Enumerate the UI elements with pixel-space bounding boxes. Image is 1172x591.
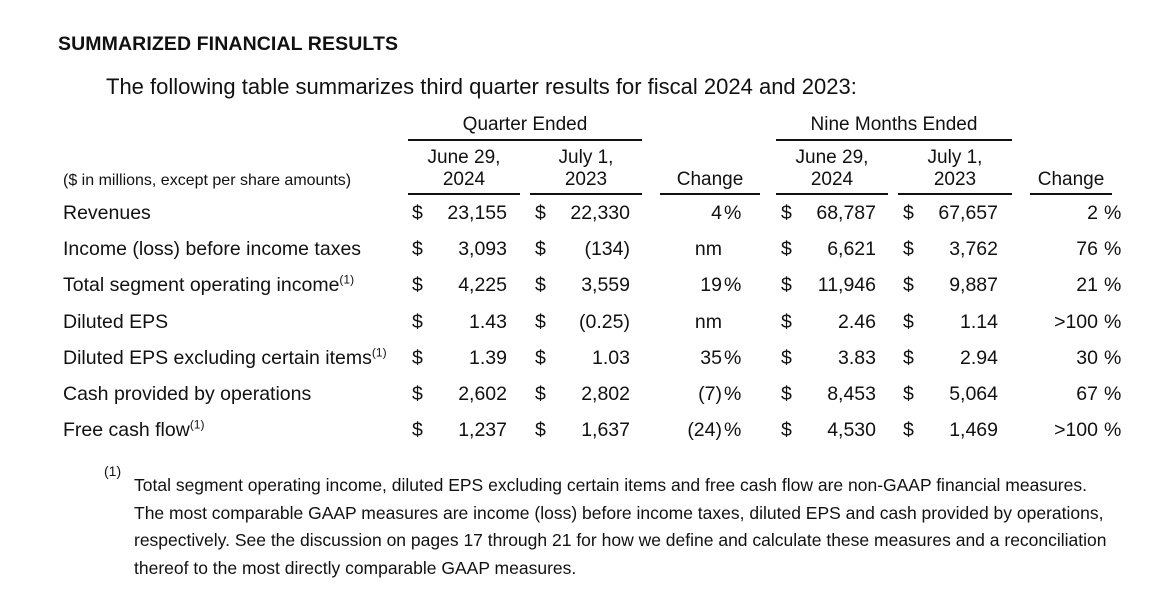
cell-nine-change: 76 [1076, 238, 1098, 260]
row-label [63, 274, 354, 297]
cell-quarter-2024: 1,237 [458, 419, 507, 441]
cell-quarter-change: nm [694, 238, 722, 260]
cell-quarter-change: nm [694, 311, 722, 333]
cell-nine-change: 21 [1076, 274, 1098, 296]
cell-quarter-change: (24) [687, 419, 722, 441]
cell-nine-pct: % [1104, 347, 1122, 369]
col-header-quarter-2023 [530, 147, 642, 191]
cell-nine-change: >100 [1054, 311, 1098, 333]
cell-nine-2024: 2.46 [838, 311, 876, 333]
row-label-text: Cash provided by operations [63, 383, 312, 405]
currency-symbol: $ [781, 238, 792, 260]
cell-quarter-change: (7) [698, 383, 722, 405]
footnote-ref: (1) [339, 272, 355, 287]
cell-nine-change: 30 [1076, 347, 1098, 369]
currency-symbol: $ [535, 274, 546, 296]
row-label [63, 347, 387, 370]
cell-nine-2024: 8,453 [827, 383, 876, 405]
currency-symbol: $ [903, 347, 914, 369]
row-label-text: Free cash flow [63, 419, 190, 441]
cell-nine-2023: 5,064 [949, 383, 998, 405]
footnote-ref: (1) [371, 345, 387, 360]
section-title: SUMMARIZED FINANCIAL RESULTS [58, 33, 399, 55]
col-header-line: 2024 [810, 169, 854, 190]
footnote-ref: (1) [189, 417, 205, 432]
cell-quarter-2024: 4,225 [458, 274, 507, 296]
cell-quarter-2023: 3,559 [581, 274, 630, 296]
col-header-line: 2023 [564, 169, 608, 190]
cell-nine-2023: 9,887 [949, 274, 998, 296]
row-label-text: Revenues [63, 202, 151, 224]
cell-quarter-2024: 1.43 [469, 311, 507, 333]
currency-symbol: $ [412, 202, 423, 224]
currency-symbol: $ [412, 383, 423, 405]
cell-nine-2024: 4,530 [827, 419, 876, 441]
col-header-line: 2024 [442, 169, 486, 190]
cell-nine-pct: % [1104, 202, 1122, 224]
currency-symbol: $ [903, 383, 914, 405]
row-label [63, 202, 151, 225]
cell-nine-2024: 6,621 [827, 238, 876, 260]
cell-nine-2024: 68,787 [816, 202, 876, 224]
cell-quarter-2023: 22,330 [570, 202, 630, 224]
row-label-text: Diluted EPS excluding certain items [63, 347, 372, 369]
row-label [63, 238, 361, 261]
cell-nine-pct: % [1104, 419, 1122, 441]
col-header-nine-2024 [776, 147, 888, 191]
col-header-line: July 1, [558, 147, 614, 168]
cell-nine-2023: 3,762 [949, 238, 998, 260]
currency-symbol: $ [781, 383, 792, 405]
col-header-quarter-2024 [408, 147, 520, 191]
currency-symbol: $ [781, 347, 792, 369]
currency-symbol: $ [903, 274, 914, 296]
currency-symbol: $ [412, 274, 423, 296]
currency-symbol: $ [535, 419, 546, 441]
col-rule [776, 193, 888, 195]
row-label-text: Diluted EPS [63, 311, 169, 333]
footnote-text: Total segment operating income, diluted EPS excluding certain items and free cash flow are non-GAAP financial measures. The most comparable GAAP measures are income (loss) before income taxes, diluted EPS and cash provided by operations, respectively. See the discussion on pages 17 through 21 for how we define and calculate these measures and a reconciliation thereof to the most directly comparable GAAP measures. [134, 475, 1107, 578]
cell-quarter-pct: % [724, 419, 742, 441]
col-header-line: July 1, [927, 147, 983, 168]
group-header-nine-months: Nine Months Ended [810, 114, 978, 135]
currency-symbol: $ [535, 347, 546, 369]
currency-symbol: $ [412, 311, 423, 333]
cell-nine-2024: 3.83 [838, 347, 876, 369]
cell-quarter-change: 4 [711, 202, 722, 224]
cell-nine-change: 67 [1076, 383, 1098, 405]
cell-nine-pct: % [1104, 311, 1122, 333]
row-label [63, 419, 204, 442]
cell-quarter-2023: 1.03 [592, 347, 630, 369]
cell-quarter-2023: (134) [584, 238, 630, 260]
group-rule-nine-months [776, 139, 1012, 141]
currency-symbol: $ [412, 347, 423, 369]
currency-symbol: $ [535, 202, 546, 224]
cell-nine-2023: 1.14 [960, 311, 998, 333]
row-label-text: Income (loss) before income taxes [63, 238, 362, 260]
intro-text: The following table summarizes third quarter results for fiscal 2024 and 2023: [106, 74, 857, 99]
cell-quarter-2024: 1.39 [469, 347, 507, 369]
group-rule-quarter [408, 139, 642, 141]
col-header-quarter-change: Change [676, 169, 744, 190]
units-label: ($ in millions, except per share amounts) [63, 172, 352, 189]
row-label-text: Total segment operating income [63, 274, 340, 296]
currency-symbol: $ [903, 202, 914, 224]
currency-symbol: $ [412, 419, 423, 441]
cell-nine-pct: % [1104, 238, 1122, 260]
cell-quarter-pct: % [724, 383, 742, 405]
currency-symbol: $ [535, 238, 546, 260]
currency-symbol: $ [535, 311, 546, 333]
cell-quarter-change: 19 [700, 274, 722, 296]
cell-nine-2023: 1,469 [949, 419, 998, 441]
currency-symbol: $ [903, 238, 914, 260]
cell-quarter-pct: % [724, 347, 742, 369]
cell-nine-pct: % [1104, 383, 1122, 405]
currency-symbol: $ [781, 311, 792, 333]
currency-symbol: $ [535, 383, 546, 405]
col-header-line: June 29, [795, 147, 869, 168]
currency-symbol: $ [781, 419, 792, 441]
currency-symbol: $ [903, 311, 914, 333]
cell-quarter-2023: 1,637 [581, 419, 630, 441]
col-rule [898, 193, 1012, 195]
cell-quarter-2023: 2,802 [581, 383, 630, 405]
cell-nine-change: 2 [1087, 202, 1098, 224]
col-rule [1030, 193, 1112, 195]
currency-symbol: $ [903, 419, 914, 441]
row-label [63, 311, 168, 334]
cell-quarter-2024: 23,155 [447, 202, 507, 224]
currency-symbol: $ [412, 238, 423, 260]
col-rule [660, 193, 760, 195]
cell-quarter-change: 35 [700, 347, 722, 369]
cell-quarter-2024: 2,602 [458, 383, 507, 405]
cell-quarter-pct: % [724, 274, 742, 296]
cell-nine-2023: 2.94 [960, 347, 998, 369]
cell-quarter-2023: (0.25) [579, 311, 630, 333]
cell-nine-change: >100 [1054, 419, 1098, 441]
col-rule [530, 193, 642, 195]
footnote-marker: (1) [104, 463, 122, 479]
row-label [63, 383, 311, 406]
cell-nine-pct: % [1104, 274, 1122, 296]
cell-nine-2024: 11,946 [817, 274, 876, 296]
cell-quarter-2024: 3,093 [458, 238, 507, 260]
col-header-nine-change: Change [1037, 169, 1105, 190]
col-rule [408, 193, 520, 195]
col-header-line: 2023 [933, 169, 977, 190]
col-header-line: June 29, [427, 147, 501, 168]
cell-quarter-pct: % [724, 202, 742, 224]
currency-symbol: $ [781, 274, 792, 296]
group-header-quarter: Quarter Ended [462, 114, 588, 135]
currency-symbol: $ [781, 202, 792, 224]
cell-nine-2023: 67,657 [938, 202, 998, 224]
col-header-nine-2023 [898, 147, 1012, 191]
